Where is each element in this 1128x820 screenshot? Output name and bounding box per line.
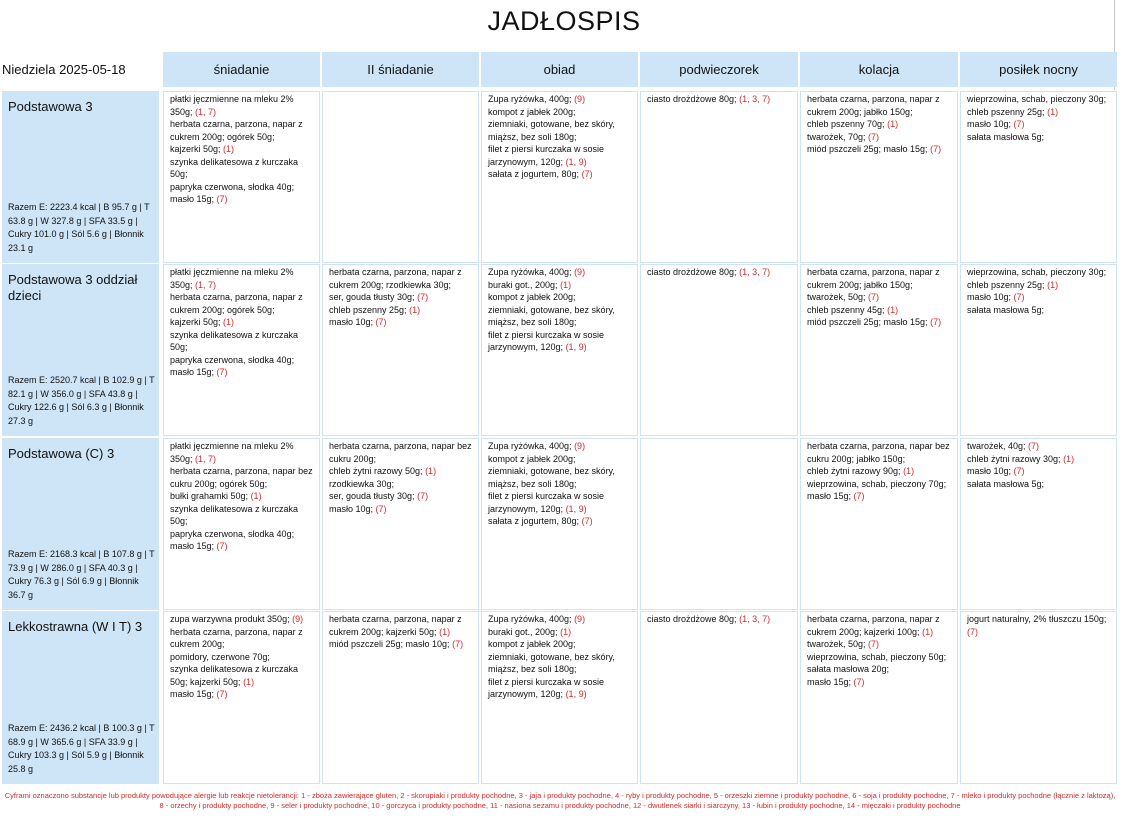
- meal-item-text: filet z piersi kurczaka w sosie jarzynowym, 120g;: [488, 329, 605, 352]
- allergen-codes: (7): [1013, 466, 1025, 476]
- meal-item: [807, 291, 952, 304]
- allergen-codes: (1): [1063, 453, 1075, 464]
- allergen-codes: (1): [887, 119, 899, 129]
- meal-item: [807, 316, 952, 329]
- meal-item: [170, 193, 314, 206]
- meal-item-text: miód pszczeli 25g; masło 10g;: [329, 639, 450, 649]
- allergen-codes: (1): [439, 626, 451, 637]
- meal-item-text: sałata masłowa 5g;: [967, 478, 1045, 489]
- meal-item: [807, 676, 952, 689]
- meal-item: [488, 515, 632, 528]
- column-header-ii-sniadanie: II śniadanie: [322, 52, 479, 87]
- meal-cell-kolacja: [800, 438, 958, 610]
- meal-item: [807, 440, 952, 465]
- meal-item: [967, 93, 1111, 118]
- meal-item-text: masło 10g;: [329, 503, 374, 514]
- allergen-codes: (1): [1047, 106, 1059, 117]
- meal-item: [807, 93, 952, 118]
- meal-item-text: płatki jęczmienne na mleku 2% 350g;: [170, 267, 294, 290]
- allergen-codes: (7): [868, 639, 880, 649]
- allergen-codes: (7): [417, 491, 429, 501]
- meal-item-text: filet z piersi kurczaka w sosie jarzynowym, 120g;: [488, 491, 605, 514]
- meal-item: [329, 266, 473, 291]
- meal-cell-ii-sniadanie: [322, 611, 479, 784]
- meal-item: [170, 440, 314, 465]
- meal-item: [967, 291, 1111, 304]
- meal-item: [170, 626, 314, 651]
- meal-item: [329, 316, 473, 329]
- meal-item-text: płatki jęczmienne na mleku 2% 350g;: [170, 441, 294, 464]
- meal-item: [329, 291, 473, 304]
- meal-item-text: twarożek, 40g;: [967, 441, 1026, 451]
- meal-item: [488, 651, 632, 676]
- allergen-codes: (7): [930, 144, 942, 154]
- allergen-codes: (1, 3, 7): [739, 94, 771, 104]
- allergen-codes: (1, 7): [195, 279, 217, 290]
- meal-item-text: masło 15g;: [807, 676, 852, 687]
- meal-item-text: Zupa ryżówka, 400g;: [488, 94, 572, 104]
- meal-cell-posilek-nocny: [960, 611, 1117, 784]
- column-header-kolacja: kolacja: [800, 52, 958, 87]
- diet-name: Lekkostrawna (W I T) 3: [8, 619, 143, 634]
- meal-item-text: ciasto drożdżowe 80g;: [647, 267, 737, 277]
- allergen-codes: (7): [1013, 119, 1025, 129]
- meal-cell-ii-sniadanie: [322, 264, 479, 436]
- meal-item-text: herbata czarna, parzona, napar z cukrem 200g; ogórek 50g;: [170, 119, 303, 142]
- meal-item: [488, 676, 632, 701]
- nutrition-summary: Razem E: 2223.4 kcal | B 95.7 g | T 63.8 g | W 327.8 g | SFA 33.5 g | Cukry 101.0 g | Sól 5.6 g | Błonnik 23.1 g: [8, 202, 150, 253]
- allergen-codes: (1): [1047, 279, 1059, 290]
- allergen-codes: (1): [887, 304, 899, 315]
- meal-item: [329, 638, 473, 651]
- meal-item: [488, 613, 632, 626]
- meal-item: [488, 118, 632, 143]
- meal-item: [488, 266, 632, 279]
- allergen-codes: (7): [1013, 292, 1025, 302]
- meal-item: [807, 651, 952, 676]
- meal-item-text: herbata czarna, parzona, napar bez cukru 200g;: [329, 441, 472, 464]
- meal-cell-posilek-nocny: [960, 91, 1117, 263]
- meal-item: [170, 613, 314, 626]
- meal-item-text: ziemniaki, gotowane, bez skóry, miąższ, bez soli 180g;: [488, 651, 615, 674]
- meal-item-text: twarożek, 50g;: [807, 292, 866, 302]
- allergen-codes: (1, 9): [565, 689, 587, 699]
- allergen-codes: (1, 9): [565, 342, 587, 352]
- allergen-codes: (7): [581, 516, 593, 526]
- nutrition-summary: Razem E: 2168.3 kcal | B 107.8 g | T 73.9 g | W 286.0 g | SFA 40.3 g | Cukry 76.3 g | Sól 6.9 g | Błonnik 36.7 g: [8, 549, 155, 600]
- meal-item-text: ziemniaki, gotowane, bez skóry, miąższ, bez soli 180g;: [488, 466, 615, 489]
- meal-item-text: ziemniaki, gotowane, bez skóry, miąższ, bez soli 180g;: [488, 304, 615, 327]
- meal-item: [170, 490, 314, 503]
- meal-item: [170, 143, 314, 156]
- meal-item-text: chleb żytni razowy 90g;: [807, 466, 901, 476]
- allergen-codes: (7): [967, 626, 978, 637]
- diet-name: Podstawowa 3: [8, 99, 93, 114]
- meal-item: [170, 663, 314, 688]
- meal-item-text: ciasto drożdżowe 80g;: [647, 614, 737, 624]
- meal-item-text: kompot z jabłek 200g;: [488, 292, 576, 302]
- nutrition-summary: Razem E: 2520.7 kcal | B 102.9 g | T 82.1 g | W 356.0 g | SFA 43.8 g | Cukry 122.6 g | Sól 6.3 g | Błonnik 27.3 g: [8, 375, 155, 426]
- meal-cell-kolacja: [800, 611, 958, 784]
- meal-item-text: sałata z jogurtem, 80g;: [488, 169, 580, 179]
- allergen-codes: (7): [216, 541, 228, 551]
- meal-item-text: kompot z jabłek 200g;: [488, 453, 576, 464]
- meal-item: [170, 181, 314, 194]
- meal-item-text: szynka delikatesowa z kurczaka 50g; kajzerki 50g;: [170, 664, 299, 687]
- allergen-codes: (1): [223, 317, 235, 327]
- meal-item-text: herbata czarna, parzona, napar bez cukru 200g; ogórek 50g;: [170, 466, 313, 489]
- meal-item: [488, 291, 632, 304]
- allergen-codes: (7): [868, 131, 880, 142]
- meal-item: [488, 106, 632, 119]
- meal-item-text: papryka czerwona, słodka 40g;: [170, 354, 295, 365]
- meal-item-text: chleb pszenny 25g;: [329, 304, 407, 315]
- diet-name: Podstawowa 3 oddział dzieci: [8, 272, 138, 303]
- nutrition-summary: Razem E: 2436.2 kcal | B 100.3 g | T 68.9 g | W 365.6 g | SFA 33.9 g | Cukry 103.3 g | Sól 5.9 g | Błonnik 25.8 g: [8, 723, 155, 774]
- meal-item: [488, 143, 632, 168]
- allergen-codes: (7): [216, 194, 228, 204]
- meal-item-text: twarożek, 70g;: [807, 131, 866, 142]
- meal-item: [807, 304, 952, 317]
- meal-item: [967, 453, 1111, 466]
- meal-cell-obiad: [481, 438, 638, 610]
- meal-item-text: herbata czarna, parzona, napar z cukrem 200g; ogórek 50g;: [170, 292, 303, 315]
- meal-item-text: ser, gouda tłusty 30g;: [329, 491, 415, 501]
- meal-item: [807, 266, 952, 291]
- meal-item-text: zupa warzywna produkt 350g;: [170, 614, 290, 624]
- meal-item-text: szynka delikatesowa z kurczaka 50g;: [170, 329, 299, 352]
- meal-item-text: filet z piersi kurczaka w sosie jarzynowym, 120g;: [488, 144, 605, 167]
- meal-cell-podwieczorek: [640, 611, 798, 784]
- meal-item: [170, 316, 314, 329]
- meal-item-text: pomidory, czerwone 70g;: [170, 651, 270, 662]
- meal-item: [488, 304, 632, 329]
- meal-item: [170, 266, 314, 291]
- meal-item: [807, 143, 952, 156]
- meal-item: [488, 465, 632, 490]
- meal-item: [488, 329, 632, 354]
- meal-item-text: bułki grahamki 50g;: [170, 491, 249, 501]
- meal-item-text: chleb pszenny 70g;: [807, 119, 885, 129]
- meal-item: [329, 613, 473, 638]
- meal-item-text: chleb żytni razowy 50g;: [329, 466, 423, 476]
- meal-item: [170, 366, 314, 379]
- allergen-codes: (9): [574, 441, 586, 451]
- meal-item: [807, 478, 952, 503]
- meal-item-text: szynka delikatesowa z kurczaka 50g;: [170, 503, 299, 526]
- meal-item-text: filet z piersi kurczaka w sosie jarzynowym, 120g;: [488, 676, 605, 699]
- meal-cell-sniadanie: [163, 611, 320, 784]
- allergen-codes: (7): [581, 169, 593, 179]
- meal-cell-kolacja: [800, 91, 958, 263]
- column-header-podwieczorek: podwieczorek: [640, 52, 798, 87]
- meal-item-text: masło 15g;: [170, 194, 215, 204]
- allergen-codes: (1): [409, 304, 421, 315]
- meal-item: [488, 626, 632, 639]
- meal-item-text: Zupa ryżówka, 400g;: [488, 441, 572, 451]
- meal-item-text: herbata czarna, parzona, napar bez cukru 200g; jabłko 150g;: [807, 441, 950, 464]
- meal-item-text: wieprzowina, schab, pieczony 70g; masło 15g;: [807, 478, 947, 501]
- meal-item-text: kajzerki 50g;: [170, 144, 221, 154]
- meal-item-text: miód pszczeli 25g; masło 15g;: [807, 317, 928, 327]
- meal-item: [329, 503, 473, 516]
- menu-date: Niedziela 2025-05-18: [2, 62, 126, 77]
- meal-item-text: masło 15g;: [170, 541, 215, 551]
- meal-item: [488, 168, 632, 181]
- allergen-codes: (7): [930, 317, 942, 327]
- allergen-codes: (1): [560, 626, 572, 637]
- meal-item: [488, 279, 632, 292]
- meal-item-text: ziemniaki, gotowane, bez skóry, miąższ, bez soli 180g;: [488, 119, 615, 142]
- meal-item: [967, 131, 1111, 144]
- allergen-codes: (9): [574, 94, 586, 104]
- meal-item-text: herbata czarna, parzona, napar z cukrem 200g; rzodkiewka 30g;: [329, 267, 462, 290]
- allergen-codes: (7): [452, 639, 464, 649]
- meal-item-text: sałata masłowa 5g;: [967, 131, 1045, 142]
- meal-item: [170, 118, 314, 143]
- meal-item: [170, 528, 314, 541]
- meal-item-text: szynka delikatesowa z kurczaka 50g;: [170, 156, 299, 179]
- column-header-sniadanie: śniadanie: [163, 52, 320, 87]
- column-header-obiad: obiad: [481, 52, 638, 87]
- allergen-codes: (1, 9): [565, 156, 587, 167]
- meal-item: [170, 329, 314, 354]
- meal-item-text: Zupa ryżówka, 400g;: [488, 267, 572, 277]
- meal-item-text: buraki got., 200g;: [488, 279, 558, 290]
- allergen-codes: (7): [1028, 441, 1040, 451]
- meal-item: [807, 118, 952, 131]
- meal-cell-sniadanie: [163, 438, 320, 610]
- meal-item: [488, 490, 632, 515]
- allergen-codes: (1): [425, 466, 437, 476]
- meal-item-text: masło 10g;: [967, 466, 1012, 476]
- allergen-codes: (7): [216, 689, 228, 699]
- allergen-codes: (9): [574, 614, 586, 624]
- meal-item-text: kajzerki 50g;: [170, 317, 221, 327]
- meal-item-text: ciasto drożdżowe 80g;: [647, 94, 737, 104]
- meal-item: [329, 490, 473, 503]
- meal-item-text: sałata masłowa 5g;: [967, 304, 1045, 315]
- allergen-codes: (1, 3, 7): [739, 267, 771, 277]
- meal-cell-posilek-nocny: [960, 438, 1117, 610]
- meal-item-text: masło 15g;: [170, 367, 215, 377]
- meal-item-text: kompot z jabłek 200g;: [488, 106, 576, 117]
- diet-header: [2, 611, 159, 784]
- meal-item-text: buraki got., 200g;: [488, 626, 558, 637]
- allergen-codes: (1): [903, 466, 915, 476]
- allergen-codes: (1, 7): [195, 106, 217, 117]
- allergen-codes: (1): [922, 626, 934, 637]
- allergen-codes: (1): [250, 491, 262, 501]
- meal-item-text: rzodkiewka 30g;: [329, 478, 395, 489]
- meal-item-text: herbata czarna, parzona, napar z cukrem 200g; kajzerki 100g;: [807, 614, 940, 637]
- meal-item: [967, 613, 1111, 638]
- meal-item: [170, 540, 314, 553]
- meal-item: [170, 688, 314, 701]
- page-title: JADŁOSPIS: [487, 6, 641, 36]
- meal-item: [807, 638, 952, 651]
- meal-item-text: masło 10g;: [967, 292, 1012, 302]
- meal-item-text: chleb żytni razowy 30g;: [967, 453, 1061, 464]
- meal-item: [647, 266, 792, 279]
- meal-item: [488, 638, 632, 651]
- meal-item: [967, 440, 1111, 453]
- meal-item: [807, 613, 952, 638]
- meal-item-text: sałata z jogurtem, 80g;: [488, 516, 580, 526]
- allergen-codes: (1, 3, 7): [739, 614, 771, 624]
- meal-item: [488, 453, 632, 466]
- meal-cell-obiad: [481, 264, 638, 436]
- meal-cell-sniadanie: [163, 91, 320, 263]
- allergen-codes: (9): [574, 267, 586, 277]
- meal-cell-podwieczorek: [640, 91, 798, 263]
- meal-item: [170, 465, 314, 490]
- meal-item-text: wieprzowina, schab, pieczony 30g; chleb pszenny 25g;: [967, 267, 1107, 290]
- allergen-codes: (1): [560, 279, 572, 290]
- diet-name: Podstawowa (C) 3: [8, 446, 115, 461]
- allergen-codes: (7): [375, 317, 387, 327]
- meal-item: [488, 440, 632, 453]
- meal-item: [967, 266, 1111, 291]
- meal-item-text: kompot z jabłek 200g;: [488, 639, 576, 649]
- meal-item: [329, 465, 473, 478]
- meal-item-text: wieprzowina, schab, pieczony 30g; chleb pszenny 25g;: [967, 94, 1107, 117]
- meal-item: [170, 156, 314, 181]
- meal-item: [170, 503, 314, 528]
- diet-header: [2, 438, 159, 610]
- diet-header: [2, 264, 159, 436]
- meal-item: [329, 440, 473, 465]
- meal-cell-podwieczorek: [640, 438, 798, 610]
- meal-item: [170, 291, 314, 316]
- allergen-legend: Cyframi oznaczono substancje lub produkty powodujące alergie lub reakcje nietolerancji: 1 - zboża zawierające gluten, 2 - skorupiaki i produkty pochodne, 3 - jaja i produkty pochodne, 4 - ryby i produkty pochodne, 5 - orzeszki ziemne i produkty pochodne, 6 - soja i produkty pochodne, 7 - mleko i produkty pochodne (łącznie z laktozą), 8 - orzechy i produkty pochodne, 9 - seler i produkty pochodne, 10 - gorczyca i produkty pochodne, 11 - nasiona sezamu i produkty pochodne, 12 - dwutlenek siarki i siarczyny, 13 - łubin i produkty pochodne, 14 - mięczaki i produkty pochodne: [4, 791, 1116, 810]
- meal-item: [807, 131, 952, 144]
- meal-item-text: masło 15g;: [170, 689, 215, 699]
- meal-item-text: herbata czarna, parzona, napar z cukrem 200g; kajzerki 50g;: [329, 614, 462, 637]
- allergen-codes: (7): [853, 676, 865, 687]
- allergen-codes: (9): [292, 614, 304, 624]
- allergen-codes: (7): [375, 503, 387, 514]
- meal-item-text: herbata czarna, parzona, napar z cukrem 200g; jabłko 150g;: [807, 94, 940, 117]
- meal-cell-obiad: [481, 91, 638, 263]
- allergen-codes: (1, 7): [195, 453, 217, 464]
- meal-item-text: ser, gouda tłusty 30g;: [329, 292, 415, 302]
- meal-item-text: masło 10g;: [967, 119, 1012, 129]
- meal-cell-posilek-nocny: [960, 264, 1117, 436]
- allergen-codes: (7): [853, 491, 865, 501]
- allergen-codes: (7): [417, 292, 429, 302]
- meal-item: [967, 304, 1111, 317]
- meal-item-text: płatki jęczmienne na mleku 2% 350g;: [170, 94, 294, 117]
- meal-item: [170, 651, 314, 664]
- meal-item-text: masło 10g;: [329, 317, 374, 327]
- meal-item: [170, 354, 314, 367]
- allergen-codes: (1): [223, 144, 235, 154]
- meal-cell-podwieczorek: [640, 264, 798, 436]
- meal-item-text: herbata czarna, parzona, napar z cukrem 200g;: [170, 626, 303, 649]
- allergen-codes: (7): [216, 367, 228, 377]
- meal-item-text: twarożek, 50g;: [807, 639, 866, 649]
- allergen-codes: (7): [868, 292, 880, 302]
- diet-header: [2, 91, 159, 263]
- meal-cell-ii-sniadanie: [322, 438, 479, 610]
- meal-item: [967, 118, 1111, 131]
- allergen-codes: (1): [243, 676, 255, 687]
- meal-cell-ii-sniadanie: [322, 91, 479, 263]
- meal-item-text: jogurt naturalny, 2% tłuszczu 150g;: [967, 614, 1107, 624]
- meal-item: [329, 478, 473, 491]
- meal-item: [647, 613, 792, 626]
- meal-cell-obiad: [481, 611, 638, 784]
- allergen-codes: (1, 9): [565, 503, 587, 514]
- meal-item: [967, 478, 1111, 491]
- meal-item-text: herbata czarna, parzona, napar z cukrem 200g; jabłko 150g;: [807, 267, 940, 290]
- meal-item: [170, 93, 314, 118]
- meal-item-text: Zupa ryżówka, 400g;: [488, 614, 572, 624]
- meal-item: [488, 93, 632, 106]
- meal-cell-sniadanie: [163, 264, 320, 436]
- meal-item: [647, 93, 792, 106]
- meal-item-text: wieprzowina, schab, pieczony 50g; sałata masłowa 20g;: [807, 651, 947, 674]
- column-header-posilek-nocny: posiłek nocny: [960, 52, 1117, 87]
- meal-item-text: papryka czerwona, słodka 40g;: [170, 528, 295, 539]
- meal-item-text: chleb pszenny 45g;: [807, 304, 885, 315]
- meal-item: [967, 465, 1111, 478]
- meal-item: [807, 465, 952, 478]
- meal-cell-kolacja: [800, 264, 958, 436]
- meal-item: [329, 304, 473, 317]
- meal-item-text: papryka czerwona, słodka 40g;: [170, 181, 295, 192]
- meal-item-text: miód pszczeli 25g; masło 15g;: [807, 144, 928, 154]
